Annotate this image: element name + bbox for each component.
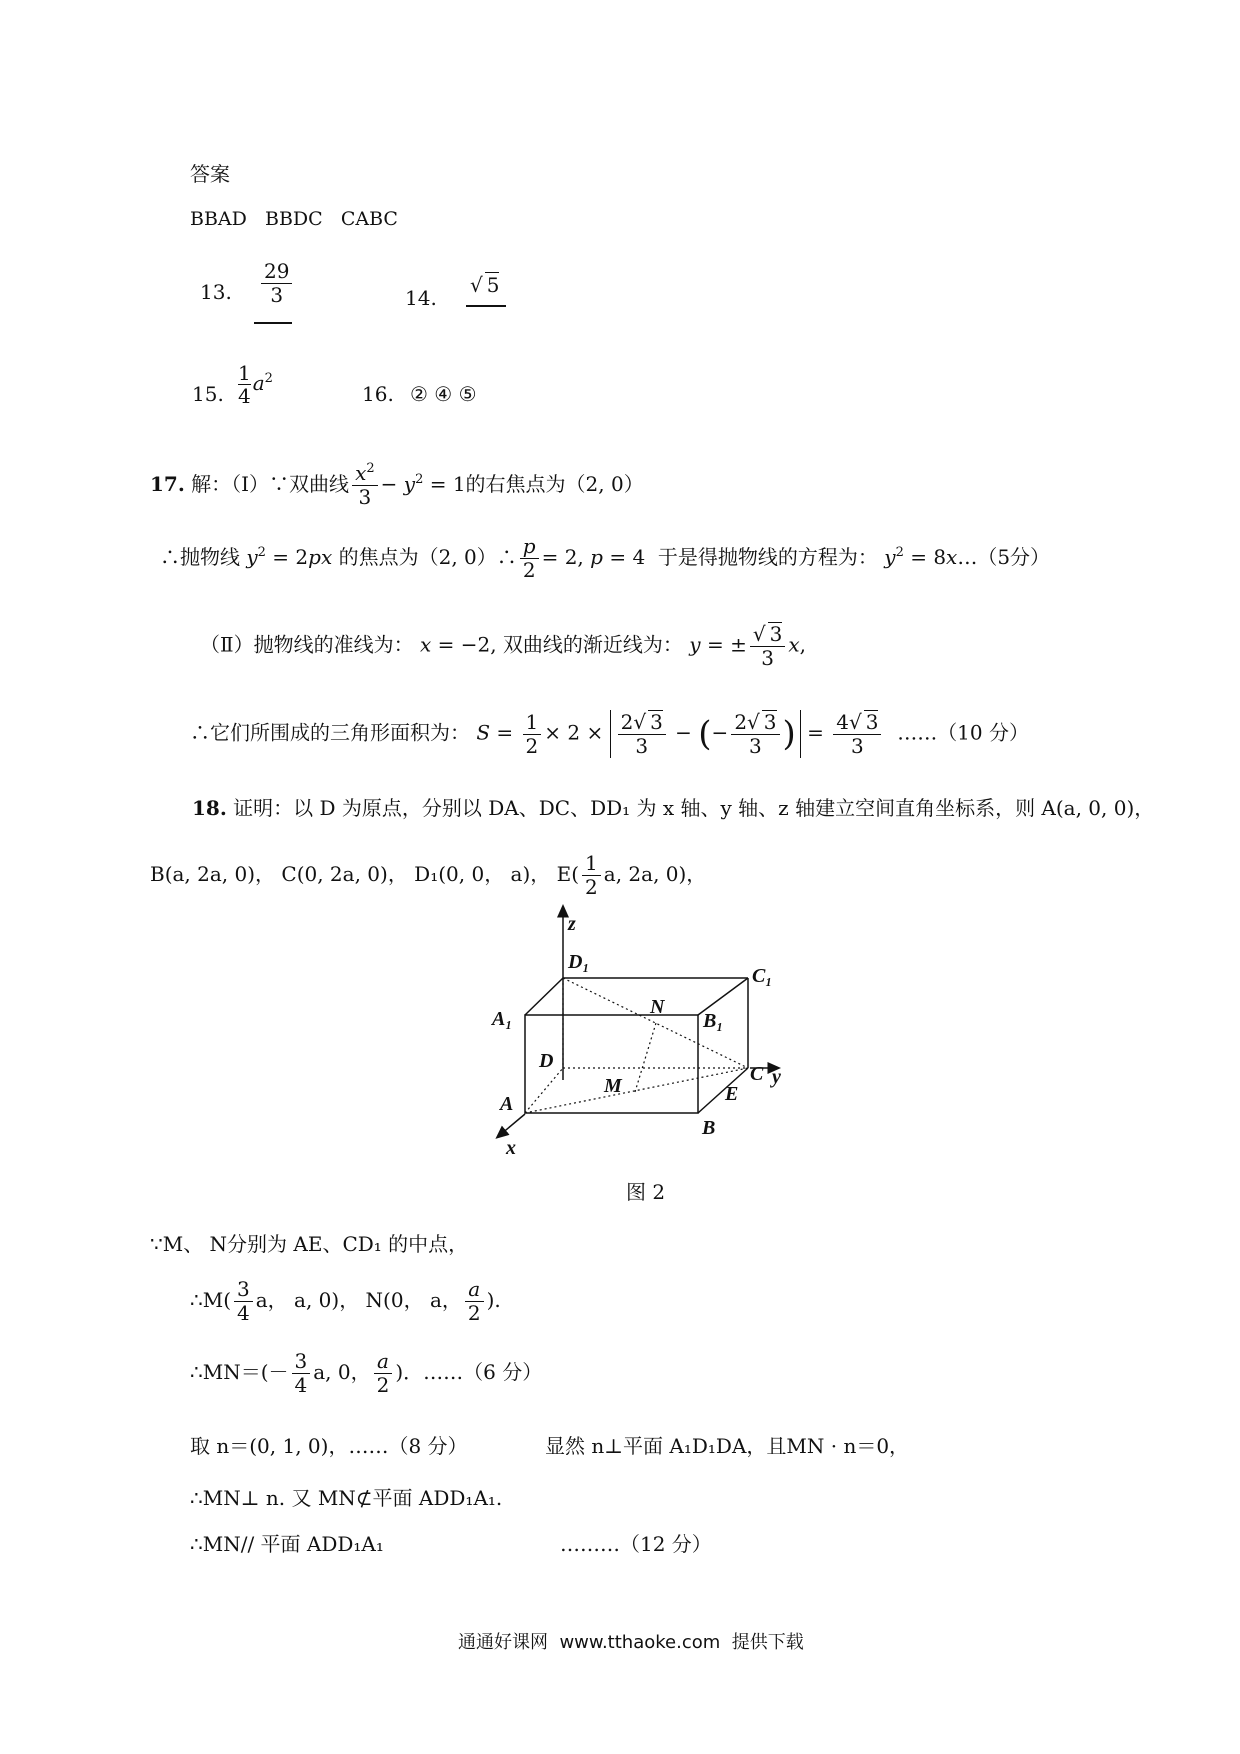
q17-line3: （Ⅱ）抛物线的准线为： x = −2, 双曲线的渐近线为： y = ± $\frac{√ 3}{3}$ x, [200,622,806,670]
q17-line1: 17. 解：（Ⅰ）∵双曲线 $\frac{x^2}{3}$ − $y^2 = 1$的右焦点为（2, 0） [150,461,644,509]
label-A1: A₁ [492,1008,513,1030]
q18-line6b: 显然 n⊥平面 A₁D₁DA，且MN · n＝0， [545,1434,910,1458]
q13-number: 13. [200,280,232,304]
label-x: x [506,1137,516,1159]
hidden-edges [525,978,748,1113]
answer-heading: 答案 [190,162,230,186]
q17-line4: ∴它们所围成的三角形面积为： S = $\frac{1}{2}$ × 2 × $\frac{2√ 3}{3}$ − (− $\frac{2√ 3}{3}$ ) = $\frac{4√ 3}{3}$ ……（10 分） [190,709,1029,758]
cuboid-figure [470,900,810,1160]
q18-line8a: ∴MN// 平面 ADD₁A₁ [190,1532,384,1556]
label-N: N [650,996,665,1018]
q18-line5: ∴MN＝(－ $\frac{3}{4}$ a, 0， $\frac{a}{2}$ )．……（6 分） [190,1349,543,1397]
label-z: z [568,913,576,935]
q18-line3: ∵M、 N分别为 AE、CD₁ 的中点， [150,1232,469,1256]
q18-line4: ∴M( $\frac{3}{4}$ a， a, 0)， N(0， a， $\frac{a}{2}$ ). [190,1277,501,1325]
q13-underline [254,322,292,324]
figure-caption: 图 2 [626,1180,666,1204]
q18-line1: 18. 证明：以 D 为原点，分别以 DA、DC、DD₁ 为 x 轴、y 轴、z 轴建立空间直角坐标系，则 A(a, 0, 0)， [192,796,1155,820]
q17-line2: ∴抛物线 $y^2 = 2px$ 的焦点为（2, 0）∴ $\frac{p}{2}$ = 2, p = 4 于是得抛物线的方程为： $y^2$ = 8x…（5分） [160,534,1051,582]
label-E: E [725,1083,739,1105]
q18-line8b: ………（12 分） [560,1532,712,1556]
q14-answer: √ 5 [470,273,500,297]
label-y: y [772,1066,781,1088]
q16-number: 16. [362,382,394,406]
q13-answer: $\frac{29}{3}$ [258,260,295,307]
q18-line2: B(a, 2a, 0)， C(0, 2a, 0)， D₁(0, 0， a)， E( $\frac{1}{2}$ a, 2a, 0)， [150,851,707,899]
page-footer: 通通好课网 www.tthaoke.com 提供下载 [458,1632,804,1653]
q16-answer: ② ④ ⑤ [410,382,477,406]
q14-underline [466,305,506,307]
x-axis [500,1114,525,1135]
q18-line7: ∴MN⊥ n. 又 MN⊄平面 ADD₁A₁. [190,1486,503,1510]
label-C: C [750,1063,764,1085]
label-C1: C₁ [752,965,773,987]
label-B1: B₁ [703,1010,724,1032]
label-A: A [500,1093,514,1115]
q14-number: 14. [405,286,437,310]
label-M: M [604,1075,622,1097]
q15-answer: $\frac{1}{4}$ $a^2$ [238,361,273,408]
q15-number: 15. [192,382,224,406]
label-B: B [702,1117,716,1139]
multiple-choice-answers: BBAD BBDC CABC [190,208,398,230]
label-D: D [539,1050,554,1072]
label-D1: D₁ [568,951,590,973]
q18-line6a: 取 n＝(0, 1, 0)，……（8 分） [190,1434,468,1458]
